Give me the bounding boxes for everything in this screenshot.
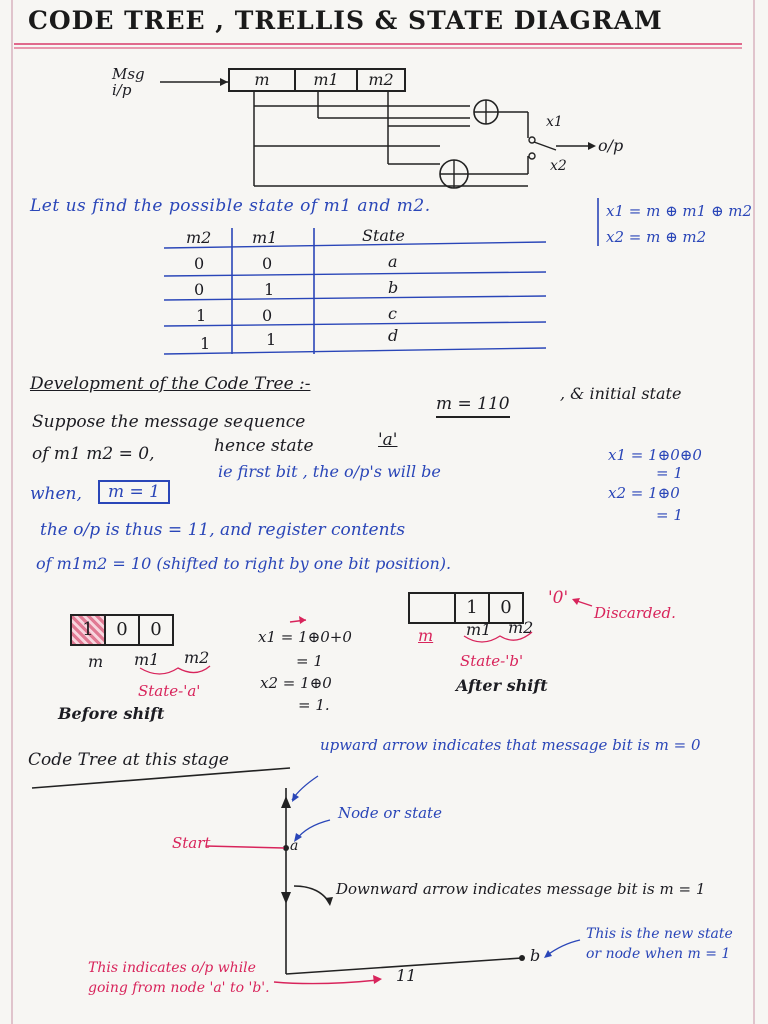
after-shift-caption: After shift [456,676,548,695]
after-bit-m2: 0 [500,597,512,618]
dev-side-eq1: x1 = 1⊕0⊕0 [608,446,702,464]
page-title: CODE TREE , TRELLIS & STATE DIAGRAM [28,6,663,35]
branch-output-value: 11 [396,966,417,985]
encoder-input-label: Msg i/p [112,65,145,99]
before-label-m2: m2 [184,648,210,667]
table-row-2-m1: 1 [264,280,275,299]
table-row-4-m1: 1 [266,330,277,349]
table-row-3-m1: 0 [262,306,273,325]
dev-side-eq1b: = 1 [656,464,683,482]
development-heading: Development of the Code Tree :- [30,374,311,394]
dev-side-eq2b: = 1 [656,506,683,524]
register-m1: m1 [294,68,358,92]
after-label-m: m [418,626,434,645]
table-header-m2: m2 [186,228,212,247]
table-row-4-m2: 1 [200,334,211,353]
dev-line3a: when, [30,484,82,504]
mid-eq2: x2 = 1⊕0 [260,674,332,692]
dev-line4: the o/p is thus = 11, and register contents [40,520,406,540]
discarded-label: Discarded. [594,604,676,622]
table-row-3-m2: 1 [196,306,207,325]
dev-line1b: m = 110 [436,394,510,418]
discarded-bit: '0' [548,588,569,608]
node-state-note: Node or state [338,804,442,822]
table-header-m1: m1 [252,228,278,247]
before-bit-m1: 0 [106,616,140,644]
before-label-m1: m1 [134,650,160,669]
dev-line1c: , & initial state [560,384,682,403]
dev-side-eq2: x2 = 1⊕0 [608,484,680,502]
mid-eq2b: = 1. [298,696,330,714]
dev-line3b: m = 1 [98,480,170,504]
new-state-note: This is the new state or node when m = 1 [586,926,733,962]
upward-arrow-note: upward arrow indicates that message bit is m = 0 [320,736,701,754]
table-row-1-m2: 0 [194,254,205,273]
dev-line2b: hence state [214,436,314,456]
start-label: Start [172,834,211,852]
table-row-2-state: b [388,278,399,297]
downward-arrow-note: Downward arrow indicates message bit is m = 1 [336,880,706,898]
node-b-label: b [530,946,541,965]
table-row-1-state: a [388,252,398,271]
before-state-label: State-'a' [138,682,201,700]
after-label-m2: m2 [508,618,534,637]
node-a-label: a [290,838,299,854]
dev-line2a: of m1 m2 = 0, [32,444,155,464]
before-bit-m: 1 [72,616,106,644]
code-tree-heading: Code Tree at this stage [28,750,229,770]
table-header-state: State [362,226,405,245]
before-shift-caption: Before shift [58,704,165,723]
mid-eq1b: = 1 [296,652,323,670]
register-m2: m2 [356,68,406,92]
before-bit-m2: 0 [150,619,162,640]
table-row-2-m2: 0 [194,280,205,299]
output-transition-note: This indicates o/p while going from node 'a' to 'b'. [88,960,270,996]
dev-line1a: Suppose the message sequence [32,412,306,432]
output-x2-label: x2 [550,158,567,174]
state-eq-x2: x2 = m ⊕ m2 [606,228,707,246]
mid-eq1: x1 = 1⊕0+0 [258,628,352,646]
table-row-1-m1: 0 [262,254,273,273]
dev-line5: of m1m2 = 10 (shifted to right by one bit position). [36,554,452,573]
register-m: m [228,68,296,92]
after-bit-m1: 1 [456,594,490,622]
output-label: o/p [598,136,624,155]
after-label-m1: m1 [466,620,492,639]
state-eq-x1: x1 = m ⊕ m1 ⊕ m2 [606,202,753,220]
dev-line3c: ie first bit , the o/p's will be [218,462,441,481]
states-intro: Let us find the possible state of m1 and m2. [30,196,431,216]
table-row-3-state: c [388,304,397,323]
output-x1-label: x1 [546,114,563,130]
before-label-m: m [88,652,104,671]
table-row-4-state: d [388,326,399,345]
dev-line2c: 'a' [378,430,398,450]
after-state-label: State-'b' [460,652,524,670]
